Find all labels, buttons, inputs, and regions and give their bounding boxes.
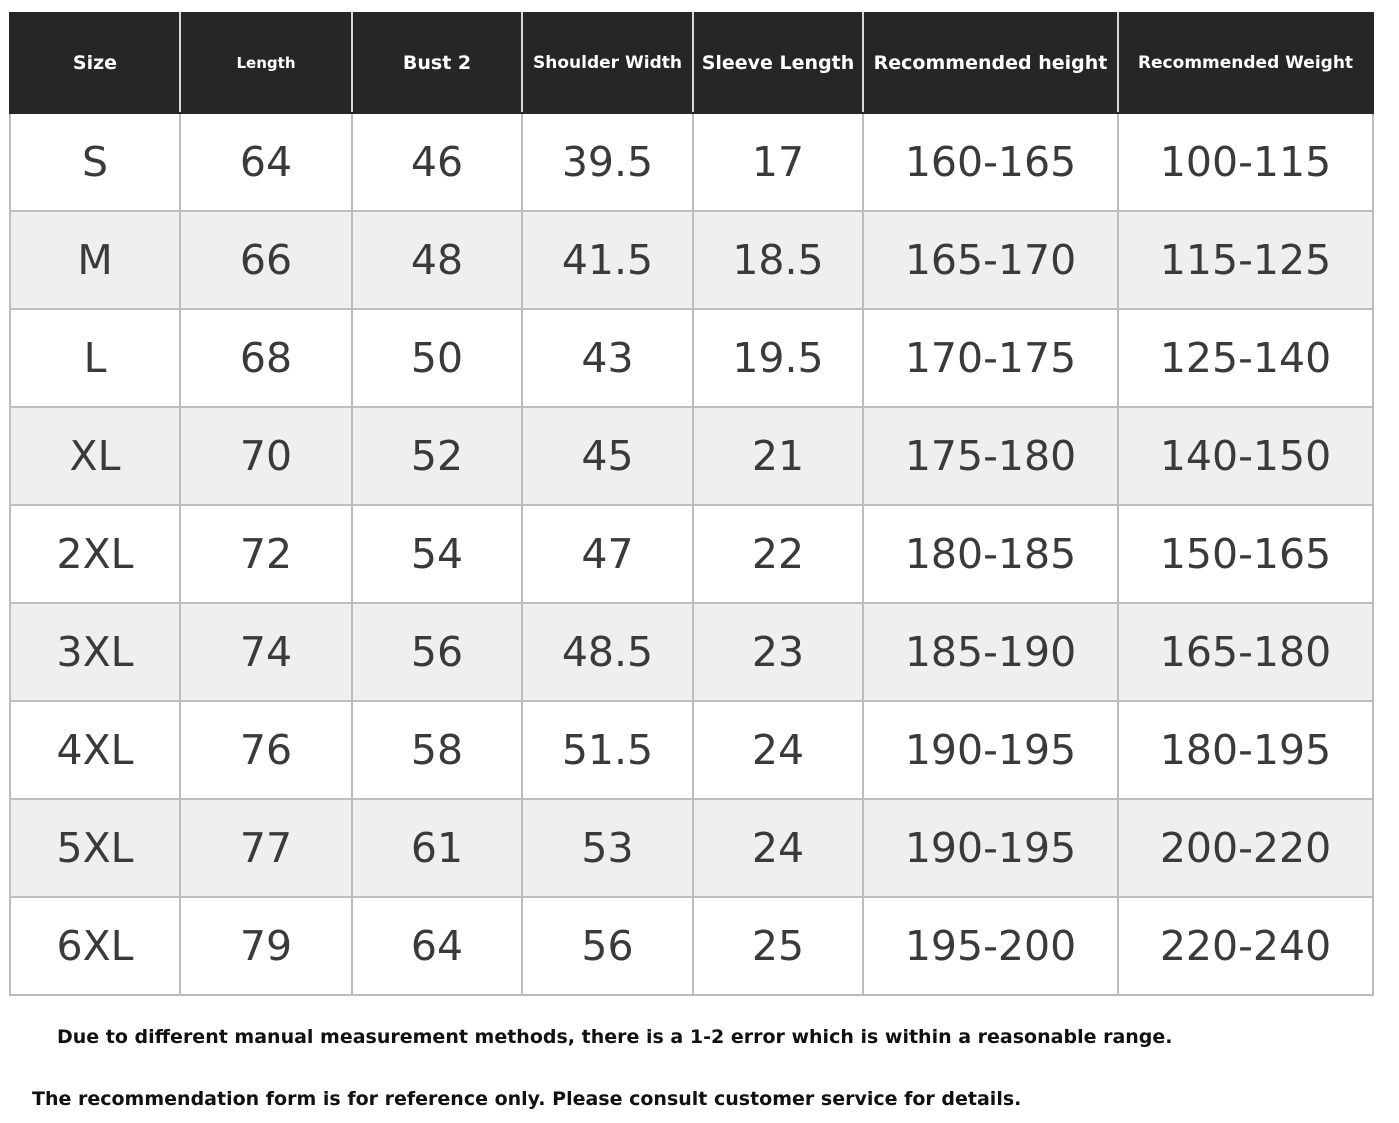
table-row (10, 407, 1373, 505)
cell-recommended-height: 160-165 (863, 113, 1118, 211)
table-body (10, 113, 1373, 995)
cell-recommended-height: 170-175 (863, 309, 1118, 407)
cell-recommended-weight: 140-150 (1118, 407, 1373, 505)
cell-length: 76 (180, 701, 352, 799)
cell-sleeve-length: 17 (693, 113, 863, 211)
table-row (10, 897, 1373, 995)
cell-bust: 58 (352, 701, 522, 799)
cell-recommended-height: 190-195 (863, 701, 1118, 799)
cell-size: M (10, 211, 180, 309)
cell-shoulder-width: 53 (522, 799, 693, 897)
size-chart-table (9, 12, 1374, 996)
cell-length: 64 (180, 113, 352, 211)
table-row (10, 799, 1373, 897)
cell-recommended-height: 175-180 (863, 407, 1118, 505)
table-row (10, 309, 1373, 407)
cell-size: L (10, 309, 180, 407)
cell-recommended-weight: 180-195 (1118, 701, 1373, 799)
cell-shoulder-width: 43 (522, 309, 693, 407)
cell-recommended-height: 165-170 (863, 211, 1118, 309)
cell-length: 79 (180, 897, 352, 995)
cell-recommended-weight: 220-240 (1118, 897, 1373, 995)
cell-sleeve-length: 22 (693, 505, 863, 603)
cell-length: 74 (180, 603, 352, 701)
cell-recommended-weight: 165-180 (1118, 603, 1373, 701)
cell-recommended-weight: 150-165 (1118, 505, 1373, 603)
cell-recommended-height: 195-200 (863, 897, 1118, 995)
cell-sleeve-length: 24 (693, 799, 863, 897)
header-row (10, 13, 1373, 113)
cell-length: 66 (180, 211, 352, 309)
cell-recommended-height: 180-185 (863, 505, 1118, 603)
cell-recommended-height: 185-190 (863, 603, 1118, 701)
cell-bust: 54 (352, 505, 522, 603)
cell-length: 72 (180, 505, 352, 603)
header-sleeve-length: Sleeve Length (693, 13, 863, 113)
table-header (10, 13, 1373, 113)
cell-recommended-weight: 125-140 (1118, 309, 1373, 407)
table-row (10, 701, 1373, 799)
header-bust: Bust 2 (352, 13, 522, 113)
cell-bust: 52 (352, 407, 522, 505)
cell-size: S (10, 113, 180, 211)
cell-shoulder-width: 39.5 (522, 113, 693, 211)
header-size: Size (10, 13, 180, 113)
cell-shoulder-width: 47 (522, 505, 693, 603)
cell-shoulder-width: 41.5 (522, 211, 693, 309)
cell-bust: 46 (352, 113, 522, 211)
cell-shoulder-width: 56 (522, 897, 693, 995)
cell-sleeve-length: 19.5 (693, 309, 863, 407)
measurement-error-note: Due to different manual measurement methods, there is a 1-2 error which is within a reasonable range. (57, 1026, 1173, 1048)
cell-size: 5XL (10, 799, 180, 897)
cell-shoulder-width: 45 (522, 407, 693, 505)
cell-length: 70 (180, 407, 352, 505)
cell-recommended-weight: 100-115 (1118, 113, 1373, 211)
cell-sleeve-length: 25 (693, 897, 863, 995)
cell-size: 2XL (10, 505, 180, 603)
cell-bust: 64 (352, 897, 522, 995)
header-shoulder-width: Shoulder Width (522, 13, 693, 113)
reference-disclaimer-note: The recommendation form is for reference only. Please consult customer service for details. (32, 1088, 1022, 1110)
cell-bust: 50 (352, 309, 522, 407)
cell-bust: 48 (352, 211, 522, 309)
cell-sleeve-length: 23 (693, 603, 863, 701)
cell-size: 4XL (10, 701, 180, 799)
table-row (10, 603, 1373, 701)
header-recommended-weight: Recommended Weight (1118, 13, 1373, 113)
cell-recommended-weight: 200-220 (1118, 799, 1373, 897)
cell-recommended-weight: 115-125 (1118, 211, 1373, 309)
cell-bust: 61 (352, 799, 522, 897)
header-recommended-height: Recommended height (863, 13, 1118, 113)
table-row (10, 211, 1373, 309)
cell-sleeve-length: 18.5 (693, 211, 863, 309)
table-row (10, 113, 1373, 211)
cell-size: 6XL (10, 897, 180, 995)
cell-recommended-height: 190-195 (863, 799, 1118, 897)
cell-length: 68 (180, 309, 352, 407)
cell-sleeve-length: 21 (693, 407, 863, 505)
header-length: Length (180, 13, 352, 113)
cell-bust: 56 (352, 603, 522, 701)
cell-size: XL (10, 407, 180, 505)
table-row (10, 505, 1373, 603)
cell-size: 3XL (10, 603, 180, 701)
cell-sleeve-length: 24 (693, 701, 863, 799)
cell-shoulder-width: 48.5 (522, 603, 693, 701)
cell-length: 77 (180, 799, 352, 897)
cell-shoulder-width: 51.5 (522, 701, 693, 799)
